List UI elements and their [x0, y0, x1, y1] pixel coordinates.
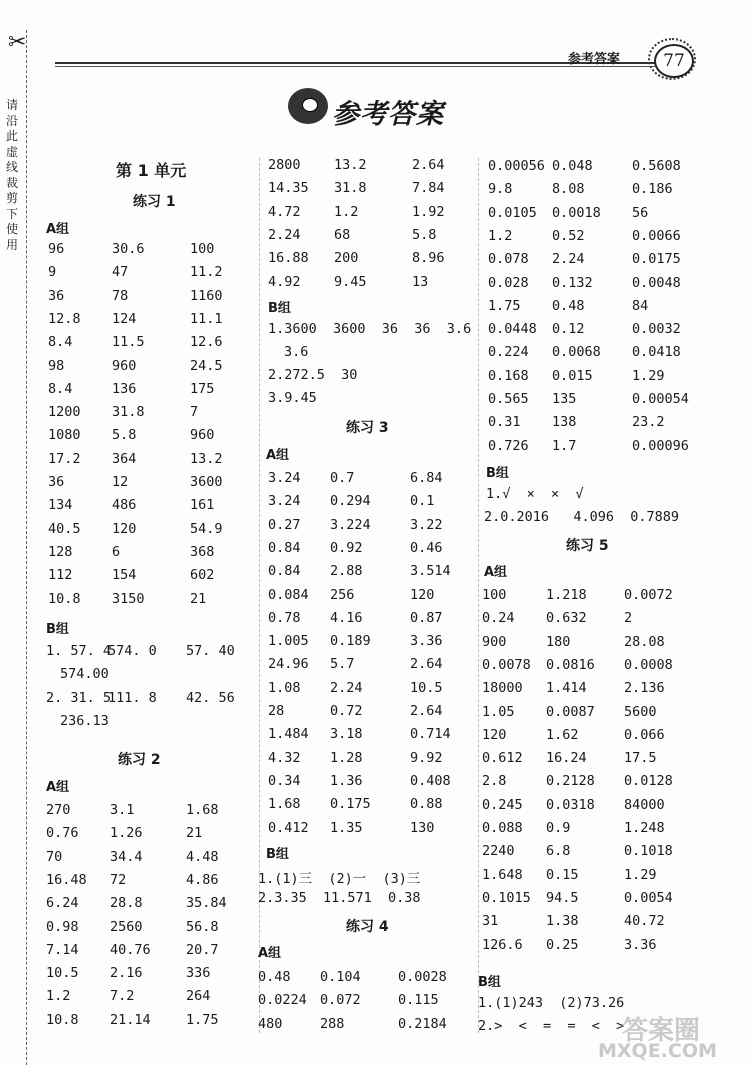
answer-cell: 31.8 — [112, 404, 145, 421]
answer-cell: 1.28 — [330, 749, 363, 766]
group-label: B组 — [486, 466, 509, 481]
exercise-title: 练习 1 — [133, 194, 176, 210]
answer-cell: 96 — [48, 241, 65, 257]
answer-cell: 900 — [482, 633, 507, 650]
answer-cell: 2.64 — [412, 157, 445, 173]
answer-cell: 130 — [410, 819, 435, 836]
answer-cell: 0.1018 — [624, 843, 673, 860]
answer-cell: 0.084 — [268, 586, 309, 603]
answer-cell: 1.92 — [412, 203, 445, 220]
answer-text: 574. 0 — [108, 643, 157, 659]
answer-text: 1.3600 3600 36 36 3.6 — [268, 321, 472, 337]
exercise-title: 练习 5 — [566, 538, 609, 554]
answer-cell: 8.96 — [412, 250, 445, 267]
answer-cell: 256 — [330, 586, 355, 603]
answer-cell: 0.714 — [410, 726, 451, 743]
answer-cell: 602 — [190, 567, 215, 584]
answer-cell: 126.6 — [482, 936, 523, 953]
answer-cell: 0.189 — [330, 633, 371, 650]
answer-cell: 1160 — [190, 287, 223, 304]
answer-cell: 0.0048 — [632, 274, 681, 291]
answer-cell: 1.29 — [632, 367, 665, 384]
answer-cell: 54.9 — [190, 520, 223, 537]
answer-cell: 0.27 — [268, 516, 301, 533]
answer-cell: 21 — [190, 590, 207, 607]
answer-cell: 9.8 — [488, 181, 513, 198]
answer-cell: 14.35 — [268, 180, 309, 197]
answer-cell: 0.5608 — [632, 158, 681, 174]
group-label: B组 — [268, 301, 291, 316]
answer-cell: 0.31 — [488, 414, 521, 431]
answer-cell: 16.48 — [46, 871, 87, 888]
answer-cell: 336 — [186, 965, 211, 982]
answer-cell: 2.24 — [330, 679, 363, 696]
answer-cell: 56.8 — [186, 918, 219, 935]
answer-cell: 100 — [482, 587, 507, 603]
answer-cell: 0.15 — [546, 866, 579, 883]
page-number: 77 — [654, 44, 694, 78]
answer-cell: 1.484 — [268, 726, 309, 743]
answer-cell: 23.2 — [632, 414, 665, 431]
exercise-title: 练习 2 — [118, 752, 161, 768]
answer-cell: 1.248 — [624, 820, 665, 836]
answer-cell: 0.48 — [552, 297, 585, 314]
answer-text: 2. 31. 5 — [46, 690, 112, 706]
answer-text: 1.(1)243 (2)73.26 — [478, 995, 625, 1011]
answer-cell: 0.00054 — [632, 391, 689, 407]
answer-cell: 0.0078 — [482, 656, 531, 673]
answer-cell: 7.2 — [110, 988, 135, 1005]
answer-cell: 0.612 — [482, 750, 523, 767]
answer-cell: 2.64 — [410, 703, 443, 719]
answer-cell: 98 — [48, 357, 65, 374]
answer-cell: 1.68 — [186, 802, 219, 818]
answer-cell: 1.005 — [268, 633, 309, 650]
answer-cell: 70 — [46, 848, 63, 865]
answer-cell: 0.0087 — [546, 703, 595, 720]
answer-cell: 0.87 — [410, 609, 443, 626]
answer-cell: 3.24 — [268, 470, 301, 486]
answer-cell: 12 — [112, 474, 129, 490]
watermark-url: MXQE.COM — [598, 1040, 717, 1062]
answer-cell: 3.514 — [410, 563, 451, 580]
answer-cell: 960 — [112, 357, 137, 374]
answer-cell: 3.18 — [330, 726, 363, 743]
answer-cell: 0.0072 — [624, 587, 673, 603]
answer-cell: 0.1015 — [482, 889, 531, 906]
answer-cell: 0.0018 — [552, 204, 601, 221]
answer-text: 2.272.5 30 — [268, 367, 358, 383]
answer-cell: 0.0105 — [488, 204, 537, 221]
answer-cell: 68 — [334, 226, 351, 243]
answer-cell: 3.1 — [110, 802, 135, 818]
answer-cell: 0.132 — [552, 274, 593, 291]
answer-cell: 1080 — [48, 427, 81, 444]
answer-cell: 0.72 — [330, 703, 363, 719]
answer-cell: 1.08 — [268, 679, 301, 696]
answer-cell: 16.24 — [546, 750, 587, 767]
cut-instruction: 请沿此虚线裁剪下使用 — [5, 98, 18, 252]
answer-cell: 7.14 — [46, 941, 79, 958]
answer-text: 57. 40 — [186, 643, 235, 659]
answer-cell: 7.84 — [412, 180, 445, 197]
answer-cell: 4.32 — [268, 749, 301, 766]
answer-cell: 1.75 — [186, 1011, 219, 1028]
answer-cell: 1.05 — [482, 703, 515, 720]
answer-cell: 11.1 — [190, 310, 223, 327]
answer-cell: 31.8 — [334, 180, 367, 197]
answer-cell: 0.0066 — [632, 227, 681, 244]
answer-cell: 17.5 — [624, 750, 657, 767]
answer-cell: 28.8 — [110, 895, 143, 912]
answer-cell: 0.0816 — [546, 656, 595, 673]
answer-cell: 10.5 — [46, 965, 79, 982]
answer-text: 1. 57. 4 — [46, 643, 112, 659]
header-rule — [55, 62, 655, 64]
answer-cell: 0.0028 — [398, 969, 447, 985]
answer-cell: 0.48 — [258, 969, 291, 985]
answer-text: 2.3.35 11.571 0.38 — [258, 890, 421, 906]
answer-text: 3.9.45 — [268, 390, 317, 406]
answer-cell: 5.7 — [330, 656, 355, 673]
answer-cell: 2560 — [110, 918, 143, 935]
group-label: A组 — [46, 780, 70, 795]
answer-cell: 2.64 — [410, 656, 443, 673]
answer-cell: 0.245 — [482, 796, 523, 813]
answer-cell: 0.175 — [330, 796, 371, 813]
answer-cell: 3600 — [190, 474, 223, 490]
answer-cell: 1.648 — [482, 866, 523, 883]
answer-cell: 6.84 — [410, 470, 443, 486]
answer-cell: 1.2 — [334, 203, 359, 220]
group-label: B组 — [46, 622, 69, 637]
answer-cell: 0.24 — [482, 610, 515, 627]
answer-cell: 0.078 — [488, 251, 529, 268]
answer-cell: 4.92 — [268, 273, 301, 290]
answer-cell: 0.0175 — [632, 251, 681, 268]
answer-cell: 28.08 — [624, 633, 665, 650]
answer-cell: 35.84 — [186, 895, 227, 912]
answer-cell: 112 — [48, 567, 73, 584]
answer-cell: 128 — [48, 543, 73, 560]
answer-cell: 3.24 — [268, 493, 301, 510]
scissors-icon: ✂ — [8, 30, 27, 55]
answer-cell: 0.0418 — [632, 344, 681, 361]
answer-cell: 0.98 — [46, 918, 79, 935]
answer-cell: 11.5 — [112, 334, 145, 351]
answer-cell: 1.75 — [488, 297, 521, 314]
answer-cell: 13.2 — [334, 157, 367, 173]
answer-cell: 1.68 — [268, 796, 301, 813]
answer-cell: 12.8 — [48, 310, 81, 327]
header-rule-thin — [55, 66, 655, 67]
answer-cell: 0.0054 — [624, 889, 673, 906]
answer-cell: 40.5 — [48, 520, 81, 537]
answer-cell: 16.88 — [268, 250, 309, 267]
answer-cell: 24.5 — [190, 357, 223, 374]
group-label: B组 — [478, 975, 501, 990]
answer-cell: 13.2 — [190, 450, 223, 467]
answer-cell: 486 — [112, 497, 137, 514]
answer-text: 3.6 — [284, 344, 309, 360]
answer-cell: 0.88 — [410, 796, 443, 813]
answer-cell: 0.412 — [268, 819, 309, 836]
answer-cell: 0.115 — [398, 992, 439, 1009]
answer-cell: 1200 — [48, 404, 81, 421]
answer-cell: 36 — [48, 287, 65, 304]
answer-cell: 0.92 — [330, 539, 363, 556]
answer-cell: 0.186 — [632, 181, 673, 198]
answer-cell: 134 — [48, 497, 73, 514]
answer-cell: 7 — [190, 404, 199, 421]
answer-cell: 9.92 — [410, 749, 443, 766]
answer-cell: 2.88 — [330, 563, 363, 580]
answer-cell: 0.7 — [330, 470, 355, 486]
answer-cell: 2.16 — [110, 965, 143, 982]
answer-cell: 0.0008 — [624, 656, 673, 673]
answer-cell: 2.8 — [482, 773, 507, 790]
answer-cell: 84 — [632, 297, 649, 314]
answer-cell: 3.36 — [624, 936, 657, 953]
answer-cell: 270 — [46, 802, 71, 818]
answer-cell: 9 — [48, 264, 57, 281]
answer-cell: 21.14 — [110, 1011, 151, 1028]
answer-cell: 1.414 — [546, 680, 587, 697]
answer-cell: 0.46 — [410, 539, 443, 556]
banner-title: 参考答案 — [332, 99, 444, 130]
answer-cell: 0.84 — [268, 539, 301, 556]
answer-cell: 1.26 — [110, 825, 143, 842]
unit-title: 第 1 单元 — [116, 161, 187, 180]
column-divider — [478, 158, 479, 1033]
answer-cell: 0.2184 — [398, 1015, 447, 1032]
answer-text: 2.> < = = < > — [478, 1018, 625, 1034]
answer-cell: 3.36 — [410, 633, 443, 650]
answer-cell: 2.136 — [624, 680, 665, 697]
answer-text: 1.(1)三 (2)一 (3)三 — [258, 871, 421, 887]
answer-text: 42. 56 — [186, 690, 235, 706]
answer-cell: 10.5 — [410, 679, 443, 696]
answer-cell: 30.6 — [112, 241, 145, 257]
exercise-title: 练习 4 — [346, 919, 389, 935]
answer-cell: 120 — [482, 726, 507, 743]
answer-cell: 2800 — [268, 157, 301, 173]
answer-cell: 0.25 — [546, 936, 579, 953]
answer-cell: 94.5 — [546, 889, 579, 906]
watermark: 答案圈 — [622, 1016, 701, 1046]
answer-cell: 72 — [110, 871, 127, 888]
answer-cell: 161 — [190, 497, 215, 514]
answer-cell: 154 — [112, 567, 137, 584]
group-label: A组 — [258, 946, 282, 961]
answer-cell: 8.08 — [552, 181, 585, 198]
answer-cell: 0.12 — [552, 321, 585, 338]
answer-cell: 17.2 — [48, 450, 81, 467]
answer-cell: 3150 — [112, 590, 145, 607]
answer-cell: 0.066 — [624, 726, 665, 743]
answer-cell: 364 — [112, 450, 137, 467]
answer-cell: 0.104 — [320, 969, 361, 985]
answer-cell: 0.0068 — [552, 344, 601, 361]
answer-cell: 0.0128 — [624, 773, 673, 790]
answer-cell: 288 — [320, 1015, 345, 1032]
answer-cell: 0.224 — [488, 344, 529, 361]
answer-cell: 0.048 — [552, 158, 593, 174]
answer-cell: 12.6 — [190, 334, 223, 351]
answer-cell: 1.2 — [46, 988, 71, 1005]
answer-cell: 0.0032 — [632, 321, 681, 338]
answer-cell: 0.78 — [268, 609, 301, 626]
answer-cell: 1.36 — [330, 772, 363, 789]
answer-cell: 0.0318 — [546, 796, 595, 813]
answer-cell: 0.9 — [546, 820, 571, 836]
answer-cell: 6 — [112, 543, 121, 560]
answer-cell: 0.088 — [482, 820, 523, 836]
answer-cell: 1.38 — [546, 913, 579, 930]
answer-cell: 47 — [112, 264, 129, 281]
answer-cell: 5.8 — [412, 226, 437, 243]
answer-cell: 0.00096 — [632, 437, 689, 454]
answer-cell: 28 — [268, 703, 285, 719]
answer-cell: 0.028 — [488, 274, 529, 291]
answer-cell: 8.4 — [48, 334, 73, 351]
answer-cell: 0.76 — [46, 825, 79, 842]
header-label: 参考答案 — [568, 52, 621, 67]
answer-cell: 138 — [552, 414, 577, 431]
answer-cell: 136 — [112, 380, 137, 397]
cut-line — [26, 30, 27, 1065]
answer-cell: 0.168 — [488, 367, 529, 384]
group-label: B组 — [266, 847, 289, 862]
answer-text: 236.13 — [60, 713, 109, 729]
answer-cell: 4.16 — [330, 609, 363, 626]
answer-cell: 120 — [410, 586, 435, 603]
answer-cell: 0.0224 — [258, 992, 307, 1009]
answer-cell: 11.2 — [190, 264, 223, 281]
answer-cell: 6.24 — [46, 895, 79, 912]
answer-cell: 1.35 — [330, 819, 363, 836]
answer-cell: 124 — [112, 310, 137, 327]
answer-cell: 84000 — [624, 796, 665, 813]
answer-cell: 0.015 — [552, 367, 593, 384]
answer-cell: 24.96 — [268, 656, 309, 673]
group-label: A组 — [484, 565, 508, 580]
answer-cell: 0.2128 — [546, 773, 595, 790]
answer-cell: 2240 — [482, 843, 515, 860]
answer-cell: 0.072 — [320, 992, 361, 1009]
answer-cell: 34.4 — [110, 848, 143, 865]
answer-cell: 21 — [186, 825, 203, 842]
answer-cell: 4.48 — [186, 848, 219, 865]
answer-cell: 480 — [258, 1015, 283, 1032]
answer-cell: 175 — [190, 380, 215, 397]
answer-cell: 1.62 — [546, 726, 579, 743]
answer-cell: 3.224 — [330, 516, 371, 533]
answer-cell: 31 — [482, 913, 499, 930]
answer-cell: 1.29 — [624, 866, 657, 883]
answer-cell: 180 — [546, 633, 571, 650]
answer-text: 111. 8 — [108, 690, 157, 706]
answer-cell: 4.72 — [268, 203, 301, 220]
answer-cell: 18000 — [482, 680, 523, 697]
answer-text: 574.00 — [60, 666, 109, 682]
answer-cell: 120 — [112, 520, 137, 537]
answer-cell: 0.726 — [488, 437, 529, 454]
answer-cell: 0.294 — [330, 493, 371, 510]
answer-cell: 78 — [112, 287, 129, 304]
answer-cell: 2.24 — [268, 226, 301, 243]
answer-cell: 0.408 — [410, 772, 451, 789]
answer-cell: 40.76 — [110, 941, 151, 958]
answer-cell: 9.45 — [334, 273, 367, 290]
answer-cell: 1.7 — [552, 437, 577, 454]
exercise-title: 练习 3 — [346, 420, 389, 436]
answer-cell: 5600 — [624, 703, 657, 720]
answer-cell: 56 — [632, 204, 649, 221]
answer-cell: 135 — [552, 391, 577, 407]
answer-cell: 0.0448 — [488, 321, 537, 338]
answer-cell: 2 — [624, 610, 633, 627]
answer-cell: 0.00056 — [488, 158, 545, 174]
answer-cell: 1.2 — [488, 227, 513, 244]
answer-cell: 0.632 — [546, 610, 587, 627]
answer-cell: 3.22 — [410, 516, 443, 533]
answer-cell: 0.1 — [410, 493, 435, 510]
answer-cell: 0.84 — [268, 563, 301, 580]
answer-cell: 8.4 — [48, 380, 73, 397]
answer-cell: 0.34 — [268, 772, 301, 789]
answer-cell: 1.218 — [546, 587, 587, 603]
answer-cell: 40.72 — [624, 913, 665, 930]
answer-cell: 0.565 — [488, 391, 529, 407]
answer-text: 1.√ × × √ — [486, 486, 584, 502]
answer-cell: 2.24 — [552, 251, 585, 268]
title-banner — [288, 88, 458, 128]
answer-cell: 100 — [190, 241, 215, 257]
answer-cell: 4.86 — [186, 871, 219, 888]
answer-cell: 13 — [412, 273, 429, 290]
answer-cell: 36 — [48, 474, 65, 490]
answer-cell: 6.8 — [546, 843, 571, 860]
answer-cell: 368 — [190, 543, 215, 560]
mascot-icon — [288, 88, 328, 124]
answer-cell: 200 — [334, 250, 359, 267]
answer-cell: 20.7 — [186, 941, 219, 958]
answer-cell: 960 — [190, 427, 215, 444]
answer-cell: 10.8 — [48, 590, 81, 607]
answer-cell: 10.8 — [46, 1011, 79, 1028]
group-label: A组 — [266, 448, 290, 463]
answer-cell: 264 — [186, 988, 211, 1005]
answer-cell: 0.52 — [552, 227, 585, 244]
answer-cell: 5.8 — [112, 427, 137, 444]
group-label: A组 — [46, 222, 70, 237]
answer-text: 2.0.2016 4.096 0.7889 — [484, 509, 680, 525]
